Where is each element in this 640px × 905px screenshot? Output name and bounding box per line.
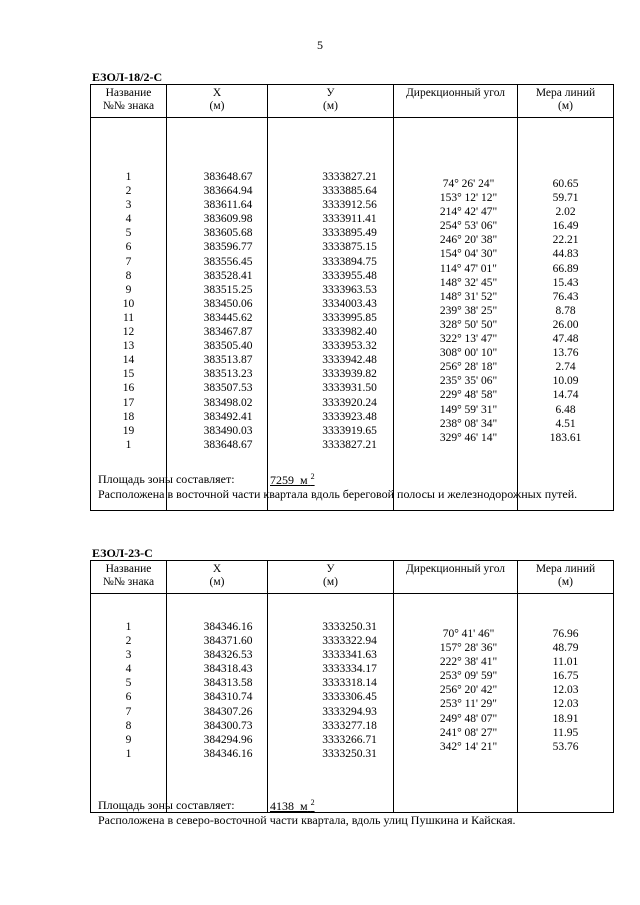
table-cell-numbers: 7 [125, 705, 132, 718]
table-cell-x: 383664.94 [203, 185, 253, 198]
table-cell-angles: 235° 35' 06" [439, 375, 498, 388]
length-column [518, 118, 614, 511]
header-angle: Дирекционный угол [394, 85, 518, 118]
table-header-row [91, 561, 614, 594]
table-cell-x: 383450.06 [203, 297, 253, 310]
table-cell-y: 3333875.15 [322, 241, 377, 254]
table-cell-angles: 214° 42' 47" [439, 206, 498, 219]
area-value: 4138 м $^2$ [270, 798, 315, 813]
table-cell-numbers: 10 [122, 297, 135, 310]
table-cell-lengths: 2.74 [555, 361, 576, 374]
coordinates-table [90, 84, 614, 511]
table-cell-lengths: 48.79 [552, 642, 579, 655]
table-cell-angles: 148° 32' 45" [439, 276, 498, 289]
table-cell-y: 3333942.48 [322, 354, 377, 367]
table-cell-y: 3333334.17 [322, 663, 377, 676]
table-cell-lengths: 13.76 [552, 347, 579, 360]
table-body-row [91, 118, 614, 511]
table-cell-numbers: 4 [125, 663, 132, 676]
table-cell-angles: 229° 48' 58" [439, 389, 498, 402]
table-cell-y: 3333827.21 [322, 438, 377, 451]
table-cell-x: 383513.87 [203, 354, 253, 367]
length-column [518, 594, 614, 813]
table-cell-lengths: 22.21 [552, 234, 579, 247]
table-cell-angles: 222° 38' 41" [439, 656, 498, 669]
table-cell-numbers: 5 [125, 677, 132, 690]
table-cell-lengths: 14.74 [552, 389, 579, 402]
header-x: Х (м) [167, 561, 268, 594]
table-cell-y: 3333322.94 [322, 635, 377, 648]
table-body-row [91, 594, 614, 813]
table-cell-lengths: 59.71 [552, 192, 579, 205]
table-cell-angles: 329° 46' 14" [439, 431, 498, 444]
table-cell-numbers: 14 [122, 354, 135, 367]
table-cell-x: 383528.41 [203, 269, 253, 282]
table-cell-angles: 308° 00' 10" [439, 347, 498, 360]
table-cell-x: 383445.62 [203, 311, 253, 324]
table-cell-angles: 241° 08' 27" [439, 726, 498, 739]
table-cell-y: 3333250.31 [322, 621, 377, 633]
table-cell-x: 383648.67 [203, 438, 253, 451]
table-cell-x: 383596.77 [203, 241, 253, 254]
table-cell-numbers: 1 [125, 621, 132, 633]
table-cell-x: 384300.73 [203, 719, 253, 732]
table-cell-y: 3333953.32 [322, 340, 377, 353]
table-cell-numbers: 2 [125, 185, 132, 198]
table-cell-y: 3333919.65 [322, 424, 377, 437]
table-cell-angles: 246° 20' 38" [439, 234, 498, 247]
table-cell-y: 3333923.48 [322, 410, 377, 423]
table-cell-y: 3333911.41 [322, 213, 377, 226]
table-cell-numbers: 13 [122, 340, 135, 353]
table-cell-lengths: 66.89 [552, 262, 579, 275]
table-cell-numbers: 12 [122, 326, 135, 339]
table-cell-angles: 256° 20' 42" [439, 684, 498, 697]
table-cell-lengths: 12.03 [552, 684, 579, 697]
table-cell-x: 384313.58 [203, 677, 253, 690]
area-label: Площадь зоны составляет: [98, 798, 235, 812]
table-cell-angles: 157° 28' 36" [439, 642, 498, 655]
table-cell-lengths: 60.65 [552, 178, 579, 190]
table-cell-numbers: 15 [122, 368, 135, 381]
table-cell-x: 384294.96 [203, 733, 253, 746]
table-cell-numbers: 7 [125, 255, 132, 268]
table-cell-numbers: 9 [125, 283, 132, 296]
table-cell-numbers: 4 [125, 213, 132, 226]
table-cell-lengths: 183.61 [549, 431, 582, 444]
table-cell-lengths: 76.43 [552, 290, 579, 303]
zone-description: Расположена в восточной части квартала вдоль береговой полосы и железнодорожных путей. [98, 487, 578, 501]
table-cell-numbers: 3 [125, 199, 132, 212]
table-cell-angles: 253° 09' 59" [439, 670, 498, 683]
table-cell-angles: 342° 14' 21" [439, 740, 498, 753]
angle-column [394, 594, 518, 813]
area-label: Площадь зоны составляет: [98, 472, 235, 486]
table-cell-y: 3333912.56 [322, 199, 377, 212]
zone-title: ЕЗОЛ-23-С [92, 546, 153, 560]
table-cell-y: 3333318.14 [322, 677, 377, 690]
table-cell-lengths: 16.49 [552, 220, 579, 233]
table-cell-numbers: 8 [125, 269, 132, 282]
table-cell-numbers: 9 [125, 733, 132, 746]
table-cell-numbers: 6 [125, 241, 132, 254]
table-cell-lengths: 4.51 [555, 417, 576, 430]
table-cell-lengths: 47.48 [552, 333, 579, 346]
table-cell-x: 383648.67 [203, 171, 253, 183]
table-cell-y: 3333341.63 [322, 649, 377, 662]
table-cell-angles: 254° 53' 06" [439, 220, 498, 233]
table-cell-x: 383467.87 [203, 326, 253, 339]
table-cell-numbers: 1 [125, 747, 132, 760]
table-cell-angles: 148° 31' 52" [439, 290, 498, 303]
table-cell-x: 384346.16 [203, 747, 253, 760]
table-cell-y: 3333955.48 [322, 269, 377, 282]
coordinates-table [90, 560, 614, 813]
table-cell-x: 384310.74 [203, 691, 253, 704]
table-cell-angles: 322° 13' 47" [439, 333, 498, 346]
table-cell-numbers: 19 [122, 424, 135, 437]
y-column [268, 594, 394, 813]
table-cell-numbers: 18 [122, 410, 135, 423]
table-cell-x: 384346.16 [203, 621, 253, 633]
table-cell-lengths: 2.02 [555, 206, 576, 219]
table-cell-angles: 238° 08' 34" [439, 417, 498, 430]
header-name: Название №№ знака [91, 561, 167, 594]
table-cell-x: 383609.98 [203, 213, 253, 226]
table-cell-lengths: 15.43 [552, 276, 579, 289]
table-cell-y: 3333920.24 [322, 396, 377, 409]
table-cell-x: 383611.64 [203, 199, 253, 212]
table-cell-numbers: 17 [122, 396, 135, 409]
x-column [167, 594, 268, 813]
table-cell-y: 3333294.93 [322, 705, 377, 718]
table-cell-x: 383556.45 [203, 255, 253, 268]
table-cell-numbers: 1 [125, 438, 132, 451]
table-cell-angles: 249° 48' 07" [439, 712, 498, 725]
table-cell-y: 3333827.21 [322, 171, 377, 183]
table-cell-numbers: 2 [125, 635, 132, 648]
table-cell-numbers: 6 [125, 691, 132, 704]
table-cell-y: 3333277.18 [322, 719, 377, 732]
table-cell-y: 3333939.82 [322, 368, 377, 381]
x-column [167, 118, 268, 511]
table-cell-lengths: 16.75 [552, 670, 579, 683]
header-y: У (м) [268, 85, 394, 118]
y-column [268, 118, 394, 511]
table-cell-lengths: 10.09 [552, 375, 579, 388]
table-cell-lengths: 11.01 [552, 656, 579, 669]
table-cell-numbers: 5 [125, 227, 132, 240]
table-cell-y: 3333885.64 [322, 185, 377, 198]
table-header-row [91, 85, 614, 118]
table-cell-numbers: 16 [122, 382, 135, 395]
table-cell-x: 384326.53 [203, 649, 253, 662]
table-cell-lengths: 76.96 [552, 628, 579, 640]
table-cell-x: 383605.68 [203, 227, 253, 240]
table-cell-angles: 253° 11' 29" [440, 698, 497, 711]
table-cell-numbers: 1 [125, 171, 132, 183]
table-cell-x: 383490.03 [203, 424, 253, 437]
header-length: Мера линий (м) [518, 561, 614, 594]
table-cell-y: 3333894.75 [322, 255, 377, 268]
table-cell-x: 383513.23 [203, 368, 253, 381]
table-cell-angles: 154° 04' 30" [439, 248, 498, 261]
table-cell-lengths: 18.91 [552, 712, 579, 725]
table-cell-angles: 149° 59' 31" [439, 403, 498, 416]
table-cell-y: 3333895.49 [322, 227, 377, 240]
table-cell-x: 384318.43 [203, 663, 253, 676]
table-cell-numbers: 8 [125, 719, 132, 732]
table-cell-lengths: 26.00 [552, 318, 579, 331]
table-cell-y: 3333931.50 [322, 382, 377, 395]
table-cell-x: 383515.25 [203, 283, 253, 296]
table-cell-angles: 153° 12' 12" [439, 192, 498, 205]
table-cell-x: 383507.53 [203, 382, 253, 395]
table-cell-y: 3333995.85 [322, 311, 377, 324]
table-cell-angles: 239° 38' 25" [439, 304, 498, 317]
zone-description: Расположена в северо-восточной части квартала, вдоль улиц Пушкина и Кайская. [98, 813, 516, 827]
area-value: 7259 м $^2$ [270, 472, 315, 487]
zone-title: ЕЗОЛ-18/2-С [92, 70, 163, 84]
numbers-column [91, 594, 167, 813]
table-cell-y: 3333963.53 [322, 283, 377, 296]
angle-column [394, 118, 518, 511]
numbers-column [91, 118, 167, 511]
header-angle: Дирекционный угол [394, 561, 518, 594]
table-cell-angles: 114° 47' 01" [440, 262, 497, 275]
header-length: Мера линий (м) [518, 85, 614, 118]
table-cell-lengths: 53.76 [552, 740, 579, 753]
table-cell-lengths: 11.95 [552, 726, 579, 739]
table-cell-numbers: 11 [122, 311, 135, 324]
table-cell-x: 384307.26 [203, 705, 253, 718]
table-cell-lengths: 6.48 [555, 403, 576, 416]
table-cell-x: 383492.41 [203, 410, 253, 423]
table-cell-lengths: 44.83 [552, 248, 579, 261]
header-name: Название №№ знака [91, 85, 167, 118]
table-cell-numbers: 3 [125, 649, 132, 662]
header-x: Х (м) [167, 85, 268, 118]
table-cell-y: 3334003.43 [322, 297, 377, 310]
table-cell-lengths: 12.03 [552, 698, 579, 711]
table-cell-y: 3333250.31 [322, 747, 377, 760]
page-number: 5 [317, 38, 323, 52]
table-cell-angles: 256° 28' 18" [439, 361, 498, 374]
table-cell-y: 3333982.40 [322, 326, 377, 339]
table-cell-angles: 74° 26' 24" [442, 178, 495, 190]
table-cell-angles: 328° 50' 50" [439, 318, 498, 331]
table-cell-x: 384371.60 [203, 635, 253, 648]
table-cell-y: 3333306.45 [322, 691, 377, 704]
header-y: У (м) [268, 561, 394, 594]
table-cell-angles: 70° 41' 46" [442, 628, 495, 640]
table-cell-y: 3333266.71 [322, 733, 377, 746]
table-cell-x: 383505.40 [203, 340, 253, 353]
table-cell-x: 383498.02 [203, 396, 253, 409]
table-cell-lengths: 8.78 [555, 304, 576, 317]
